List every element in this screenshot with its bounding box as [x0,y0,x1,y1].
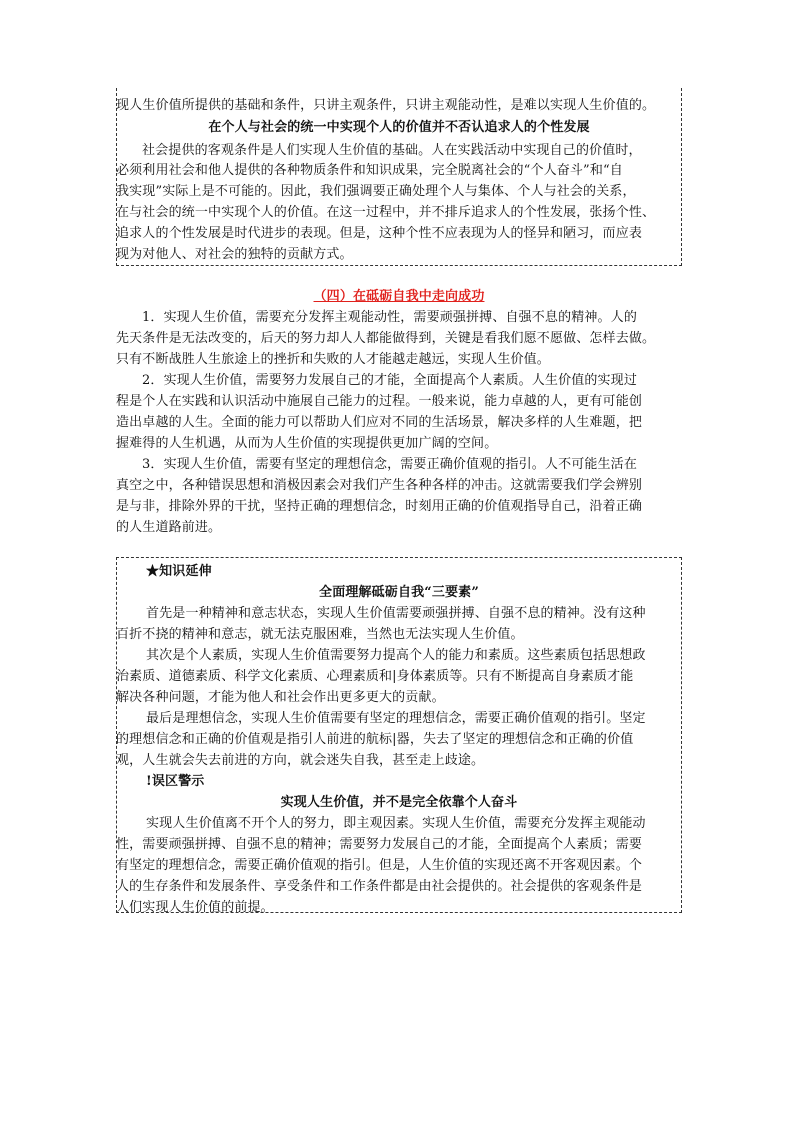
knowledge-extension-heading: 全面理解砥砺自我“三要素” [319,585,479,600]
section-line: 握难得的人生机遇，从而为人生价值的实现提供更加广阔的空间。 [116,436,498,451]
box2-line: 解决各种问题，才能为他人和社会作出更多更大的贡献。 [116,690,445,705]
box2-line: 治素质、道德素质、科学文化素质、心理素质和|身体素质等。只有不断提高自身素质才能 [116,669,634,684]
misconception-warning-label: !误区警示 [146,774,205,789]
box2-line: 百折不挠的精神和意志，就无法克服困难，当然也无法实现人生价值。 [116,627,524,642]
section-line: 先天条件是无法改变的，后天的努力却人人都能做得到，关键是看我们愿不愿做、怎样去做。 [116,331,656,346]
section-line: 的人生道路前进。 [116,520,222,535]
box1-line: 在与社会的统一中实现个人的价值。在这一过程中，并不排斥追求人的个性发展，张扬个性、 [116,205,656,220]
box1-line: 必须利用社会和他人提供的各种物质条件和知识成果，完全脱离社会的“个人奋斗”和“自 [116,163,623,178]
continued-paragraph-line: 现人生价值所提供的基础和条件，只讲主观条件，只讲主观能动性，是难以实现人生价值的。 [116,98,656,113]
knowledge-extension-label: ★知识延伸 [146,564,212,579]
box1-line: 现为对他人、对社会的独特的贡献方式。 [116,247,353,262]
box1-line: 社会提供的客观条件是人们实现人生价值的基础。人在实践活动中实现自己的价值时， [142,143,642,158]
box2-line: 有坚定的理想信念，需要正确价值观的指引。但是，人生价值的实现还离不开客观因素。个 [116,858,643,873]
box2-line: 实现人生价值离不开个人的努力，即主观因素。实现人生价值，需要充分发挥主观能动 [146,816,646,831]
box2-line: 首先是一种精神和意志状态，实现人生价值需要顽强拼搏、自强不息的精神。没有这种 [146,606,646,621]
box2-line: 人们实现人生价值的前提。 [116,900,274,915]
box1-line: 追求人的个性发展是时代进步的表现。但是，这种个性不应表现为人的怪异和陋习，而应表 [116,226,643,241]
box2-line: 性，需要顽强拼搏、自强不息的精神；需要努力发展自己的才能，全面提高个人素质；需要 [116,837,643,852]
box2-line: 观，人生就会失去前进的方向，就会迷失自我，甚至走上歧途。 [116,753,485,768]
box1-heading: 在个人与社会的统一中实现个人的价值并不否认追求人的个性发展 [208,120,590,135]
section-title-text: （四）在砥砺自我中走向成功 [313,289,485,304]
section-title [116,287,682,307]
box2-line: 最后是理想信念，实现人生价值需要有坚定的理想信念，需要正确价值观的指引。坚定 [146,711,646,726]
section-line: 程是个人在实践和认识活动中施展自己能力的过程。一般来说，能力卓越的人，更有可能创 [116,394,643,409]
box1-line: 我实现”实际上是不可能的。因此，我们强调要正确处理个人与集体、个人与社会的关系， [116,184,636,199]
box2-line: 的理想信念和正确的价值观是指引人前进的航标|器，失去了坚定的理想信念和正确的价值 [116,732,634,747]
section-line: 1．实现人生价值，需要充分发挥主观能动性，需要顽强拼搏、自强不息的精神。人的 [142,310,637,325]
section-line: 造出卓越的人生。全面的能力可以帮助人们应对不同的生活场景，解决多样的人生难题，把 [116,415,643,430]
section-line: 是与非，排除外界的干扰，坚持正确的理想信念，时刻用正确的价值观指导自己，沿着正确 [116,499,643,514]
section-line: 3．实现人生价值，需要有坚定的理想信念，需要正确价值观的指引。人不可能生活在 [142,457,637,472]
misconception-heading: 实现人生价值，并不是完全依靠个人奋斗 [280,795,518,810]
section-line: 2．实现人生价值，需要努力发展自己的才能，全面提高个人素质。人生价值的实现过 [142,373,637,388]
section-line: 只有不断战胜人生旅途上的挫折和失败的人才能越走越远，实现人生价值。 [116,352,550,367]
box2-line: 其次是个人素质，实现人生价值需要努力提高个人的能力和素质。这些素质包括思想政 [146,648,646,663]
section-line: 真空之中，各种错误思想和消极因素会对我们产生各种各样的冲击。这就需要我们学会辨别 [116,478,643,493]
box2-line: 人的生存条件和发展条件、享受条件和工作条件都是由社会提供的。社会提供的客观条件是 [116,879,643,894]
